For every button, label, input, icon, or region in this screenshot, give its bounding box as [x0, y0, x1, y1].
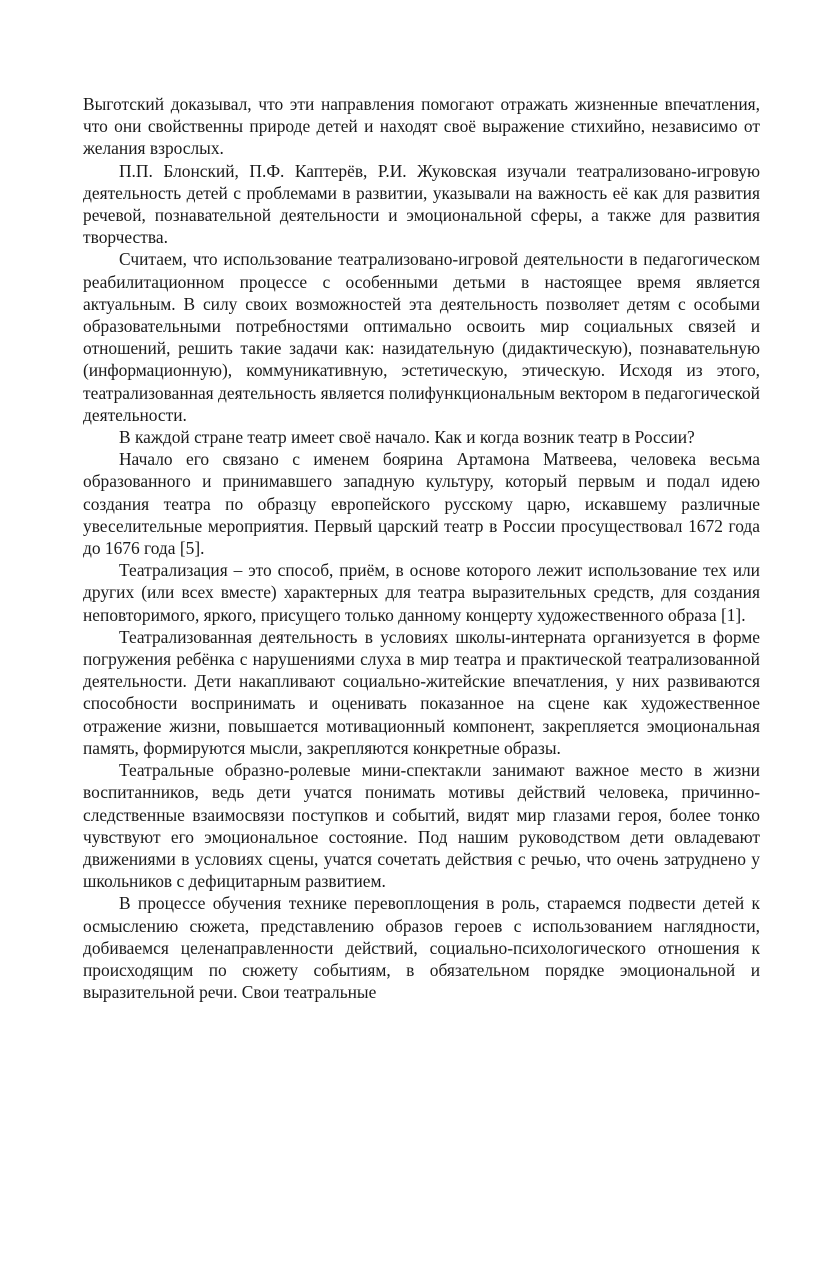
paragraph-8: Театральные образно-ролевые мини-спектакли занимают важное место в жизни воспитанников, ведь дети учатся понимать мотивы действий человека, причинно-следственные взаимосвязи поступков и событий, видят мир глазами героя, более тонко чувствуют его эмоциональное состояние. Под нашим руководством дети овладевают движениями в условиях сцены, учатся сочетать действия с речью, что очень затруднено у школьников с дефицитарным развитием. [83, 760, 760, 892]
paragraph-7: Театрализованная деятельность в условиях школы-интерната организуется в форме погружения ребёнка с нарушениями слуха в мир театра и практической театрализованной деятельности. Дети накапливают социально-житейские впечатления, у них развиваются способности воспринимать и оценивать показанное на сцене как художественное отражение жизни, повышается мотивационный компонент, закрепляется эмоциональная память, формируются мысли, закрепляются конкретные образы. [83, 626, 760, 758]
paragraph-9: В процессе обучения технике перевоплощения в роль, стараемся подвести детей к осмыслению сюжета, представлению образов героев с использованием наглядности, добиваемся целенаправленности действий, социально-психологического отношения к происходящим по сюжету событиям, в обязательном порядке эмоциональной и выразительной речи. Свои театральные [83, 893, 760, 1003]
paragraph-6: Театрализация – это способ, приём, в основе которого лежит использование тех или других (или всех вместе) характерных для театра выразительных средств, для создания неповторимого, яркого, присущего только данному концерту художественного образа [1]. [83, 560, 760, 625]
document-page [83, 93, 760, 1003]
paragraph-5: Начало его связано с именем боярина Артамона Матвеева, человека весьма образованного и принимавшего западную культуру, который первым и подал идею создания театра по образцу европейского русскому царю, искавшему различные увеселительные мероприятия. Первый царский театр в России просуществовал 1672 года до 1676 года [5]. [83, 449, 760, 559]
paragraph-4: В каждой стране театр имеет своё начало. Как и когда возник театр в России? [119, 427, 695, 448]
paragraph-1: Выготский доказывал, что эти направления помогают отражать жизненные впечатления, что они свойственны природе детей и находят своё выражение стихийно, независимо от желания взрослых. [83, 94, 760, 159]
paragraph-2: П.П. Блонский, П.Ф. Каптерёв, Р.И. Жуковская изучали театрализовано-игровую деятельность детей с проблемами в развитии, указывали на важность её как для развития речевой, познавательной деятельности и эмоциональной сферы, а также для развития творчества. [83, 160, 760, 248]
paragraph-3: Считаем, что использование театрализовано-игровой деятельности в педагогическом реабилитационном процессе с особенными детьми в настоящее время является актуальным. В силу своих возможностей эта деятельность позволяет детям с особыми образовательными потребностями оптимально освоить мир социальных связей и отношений, решить такие задачи как: назидательную (дидактическую), познавательную (информационную), коммуникативную, эстетическую, этическую. Исходя из этого, театрализованная деятельность является полифункциональным вектором в педагогической деятельности. [83, 249, 760, 425]
